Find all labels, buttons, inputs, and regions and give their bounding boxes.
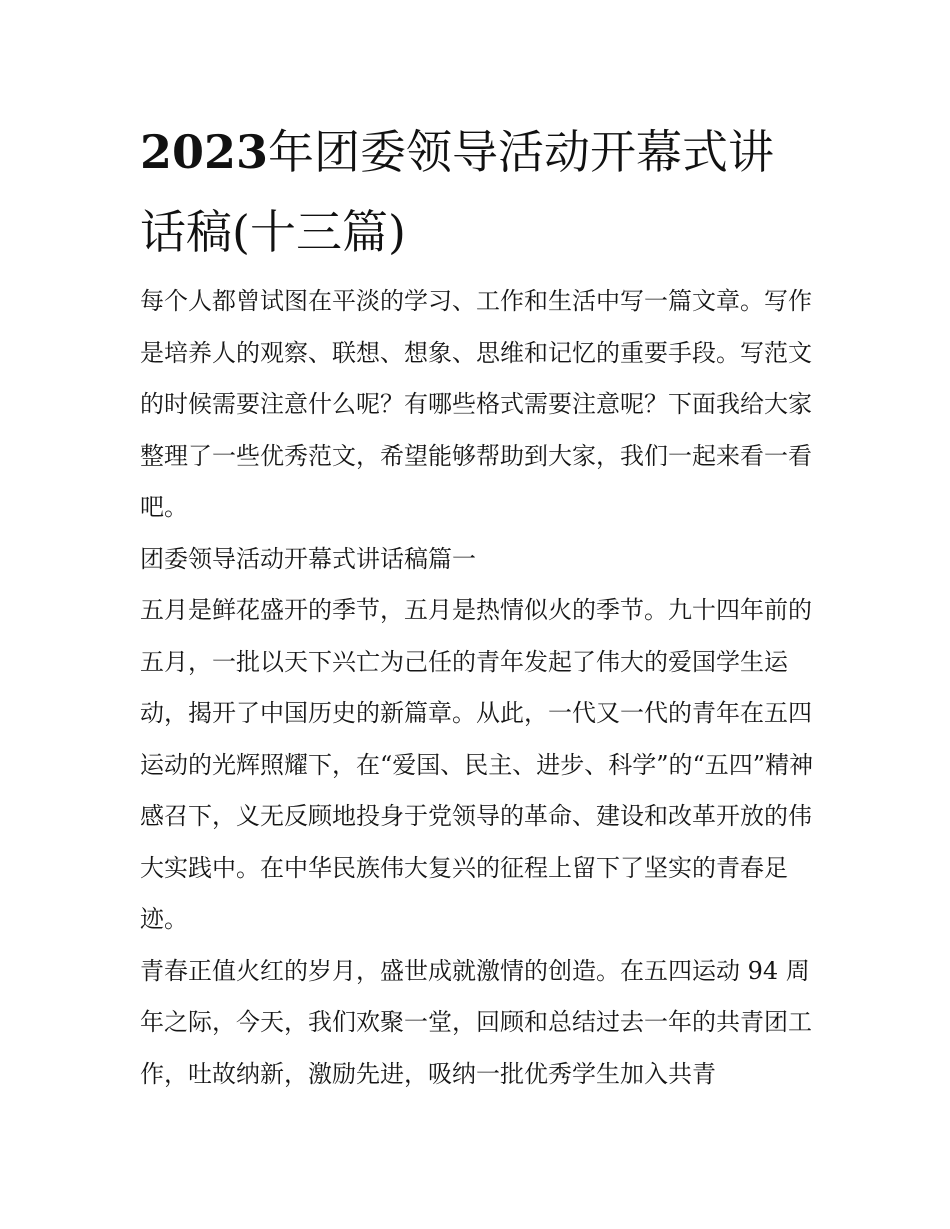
intro-paragraph: 每个人都曾试图在平淡的学习、工作和生活中写一篇文章。写作是培养人的观察、联想、想象、思维和记忆的重要手段。写范文的时候需要注意什么呢？有哪些格式需要注意呢？下面我给大家整理了一些优秀范文，希望能够帮助到大家，我们一起来看一看吧。 <box>140 287 812 521</box>
title-year: 2023 <box>140 125 269 179</box>
document-body <box>140 276 820 1100</box>
body-paragraph: 青春正值火红的岁月，盛世成就激情的创造。在五四运动 94 周年之际，今天，我们欢聚一堂，回顾和总结过去一年的共青团工作，吐故纳新，激励先进，吸纳一批优秀学生加入共青 <box>140 956 812 1088</box>
body-paragraph: 五月是鲜花盛开的季节，五月是热情似火的季节。九十四年前的五月，一批以天下兴亡为己任的青年发起了伟大的爱国学生运动，揭开了中国历史的新篇章。从此，一代又一代的青年在五四运动的光辉照耀下，在“爱国、民主、进步、科学”的“五四”精神感召下，义无反顾地投身于党领导的革命、建设和改革开放的伟大实践中。在中华民族伟大复兴的征程上留下了坚实的青春足迹。 <box>140 596 814 933</box>
title-text: 年团委领导活动开幕式讲话稿(十三篇) <box>140 125 775 259</box>
section-heading: 团委领导活动开幕式讲话稿篇一 <box>140 544 476 573</box>
document-title <box>140 112 820 272</box>
